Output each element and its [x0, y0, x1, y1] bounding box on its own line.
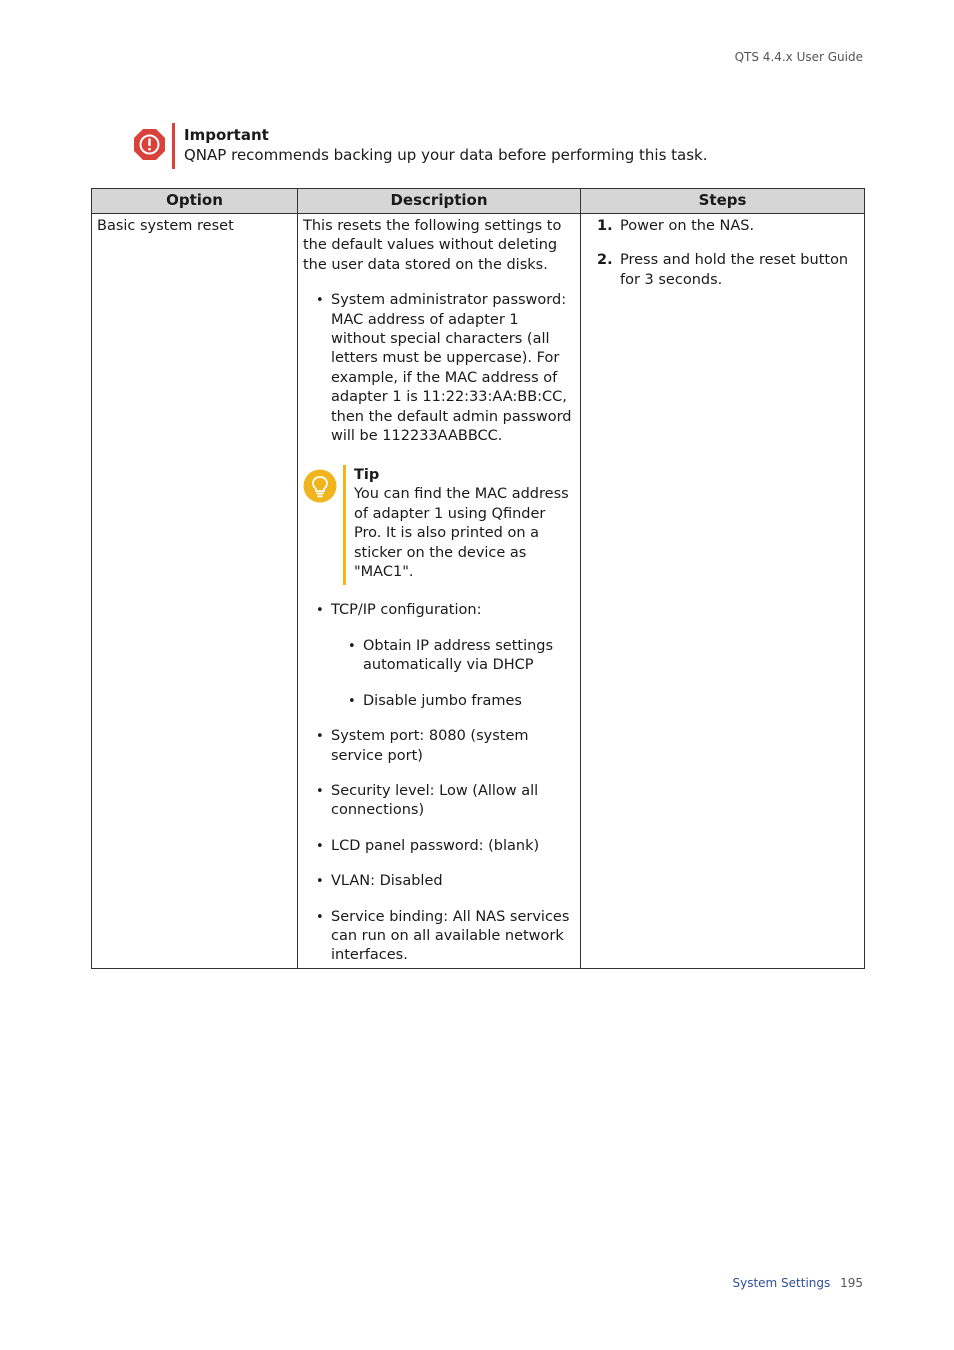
list-item: • System port: 8080 (system service port): [303, 727, 575, 766]
list-item: • VLAN: Disabled: [303, 872, 575, 891]
important-bar: [172, 123, 175, 169]
step-number: 1.: [597, 218, 613, 234]
important-notice: [133, 123, 833, 169]
page-number: 195: [840, 1276, 863, 1290]
list-item: • Service binding: All NAS services can run on all available network interfaces.: [303, 908, 575, 966]
step-number: 2.: [597, 252, 613, 269]
settings-list-continued: [303, 601, 575, 965]
tcpip-label: TCP/IP configuration:: [331, 602, 482, 619]
tcpip-sublist: [331, 637, 575, 711]
table-header-row: [92, 189, 865, 214]
list-item-tcpip: [303, 601, 575, 711]
footer-section: System Settings: [732, 1276, 831, 1290]
step-text: Press and hold the reset button for 3 seconds.: [620, 252, 849, 288]
header-description: Description: [298, 189, 581, 214]
steps-list: [586, 217, 859, 290]
step-text: Power on the NAS.: [620, 218, 755, 234]
lightbulb-icon: [303, 469, 337, 503]
list-item: • System administrator password: MAC address of adapter 1 without special characters (all letters must be uppercase). For example, if the MAC address of adapter 1 is 11:22:33:AA:BB:CC, then the default admin password will be 112233AABBCC.: [303, 291, 575, 446]
sub-list-item: • Obtain IP address settings automatically via DHCP: [331, 637, 575, 676]
page-footer: [732, 1276, 863, 1290]
tip-text: You can find the MAC address of adapter 1 using Qfinder Pro. It is also printed on a sticker on the device as "MAC1".: [354, 486, 569, 581]
option-cell: [92, 214, 298, 969]
reset-options-table: [91, 188, 865, 969]
settings-list: [303, 291, 575, 446]
sub-list-item: • Disable jumbo frames: [331, 692, 575, 711]
steps-cell: [581, 214, 865, 969]
header-option: Option: [92, 189, 298, 214]
important-title: Important: [184, 126, 269, 144]
list-item: • LCD panel password: (blank): [303, 837, 575, 856]
step-item: [591, 217, 859, 236]
exclamation-icon: [133, 128, 166, 161]
step-item: [591, 251, 859, 290]
description-cell: [298, 214, 581, 969]
header-steps: Steps: [581, 189, 865, 214]
tip-title: Tip: [354, 467, 380, 484]
description-intro: This resets the following settings to the default values without deleting the user data stored on the disks.: [303, 218, 562, 273]
important-text: QNAP recommends backing up your data before performing this task.: [184, 146, 708, 164]
list-item: • Security level: Low (Allow all connections): [303, 782, 575, 821]
option-name: Basic system reset: [97, 218, 234, 234]
guide-title: QTS 4.4.x User Guide: [734, 50, 863, 64]
tip-bar: [343, 465, 346, 585]
tip-box: [303, 465, 575, 585]
table-row: [92, 214, 865, 969]
